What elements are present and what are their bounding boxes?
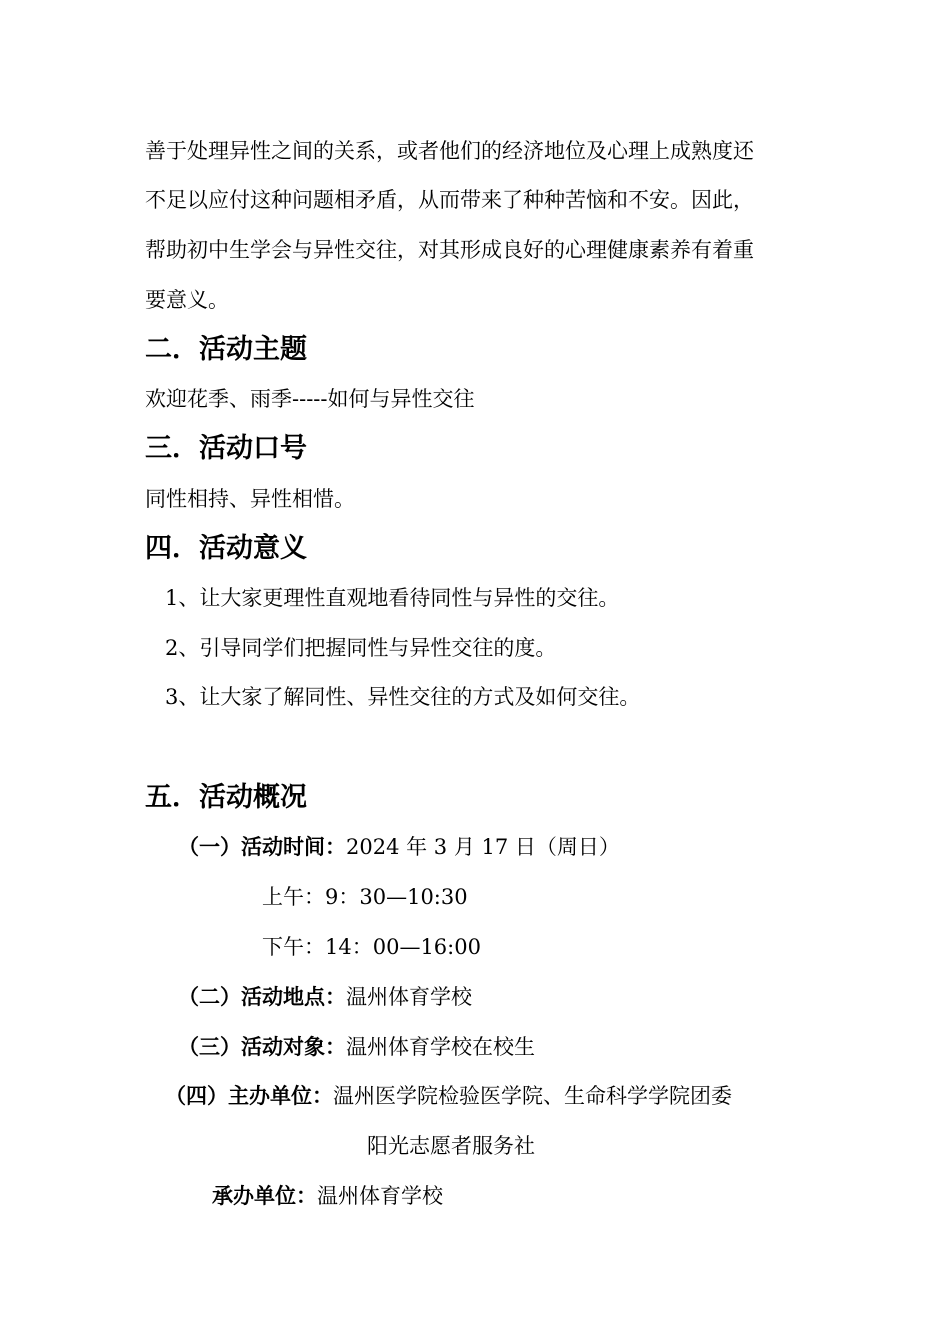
significance-item-1: 1、让大家更理性直观地看待同性与异性的交往。 (165, 586, 620, 610)
overview-time (178, 832, 620, 862)
overview-place (178, 982, 472, 1012)
overview-target-value: 温州体育学校在校生 (346, 1035, 535, 1059)
overview-time-afternoon: 下午：14：00—16:00 (262, 935, 481, 959)
theme-text: 欢迎花季、雨季-----如何与异性交往 (145, 387, 475, 411)
overview-organizer-label: 承办单位： (212, 1183, 317, 1208)
intro-line-3: 帮助初中生学会与异性交往，对其形成良好的心理健康素养有着重 (145, 238, 754, 262)
section-heading-significance: 四．活动意义 (145, 533, 307, 564)
intro-line-1: 善于处理异性之间的关系，或者他们的经济地位及心理上成熟度还 (145, 139, 754, 163)
significance-item-2: 2、引导同学们把握同性与异性交往的度。 (165, 636, 557, 660)
section-heading-overview: 五．活动概况 (145, 782, 307, 813)
overview-target (178, 1032, 535, 1062)
overview-host-label: （四）主办单位： (165, 1083, 333, 1108)
overview-host (165, 1081, 732, 1111)
overview-place-value: 温州体育学校 (346, 985, 472, 1009)
overview-host-value: 温州医学院检验医学院、生命科学学院团委 (333, 1084, 732, 1108)
overview-host-value-2: 阳光志愿者服务社 (367, 1134, 535, 1158)
overview-time-label: （一）活动时间： (178, 834, 346, 859)
significance-item-3: 3、让大家了解同性、异性交往的方式及如何交往。 (165, 685, 641, 709)
overview-time-value: 2024 年 3 月 17 日（周日） (346, 835, 620, 859)
overview-target-label: （三）活动对象： (178, 1034, 346, 1059)
section-heading-theme: 二．活动主题 (145, 334, 307, 365)
overview-time-morning: 上午：9：30—10:30 (262, 885, 468, 909)
overview-place-label: （二）活动地点： (178, 984, 346, 1009)
overview-organizer (212, 1181, 443, 1211)
intro-line-2: 不足以应付这种问题相矛盾，从而带来了种种苦恼和不安。因此， (145, 188, 754, 212)
overview-organizer-value: 温州体育学校 (317, 1184, 443, 1208)
section-heading-slogan: 三．活动口号 (145, 433, 307, 464)
slogan-text: 同性相持、异性相惜。 (145, 487, 355, 511)
intro-line-4: 要意义。 (145, 288, 229, 312)
